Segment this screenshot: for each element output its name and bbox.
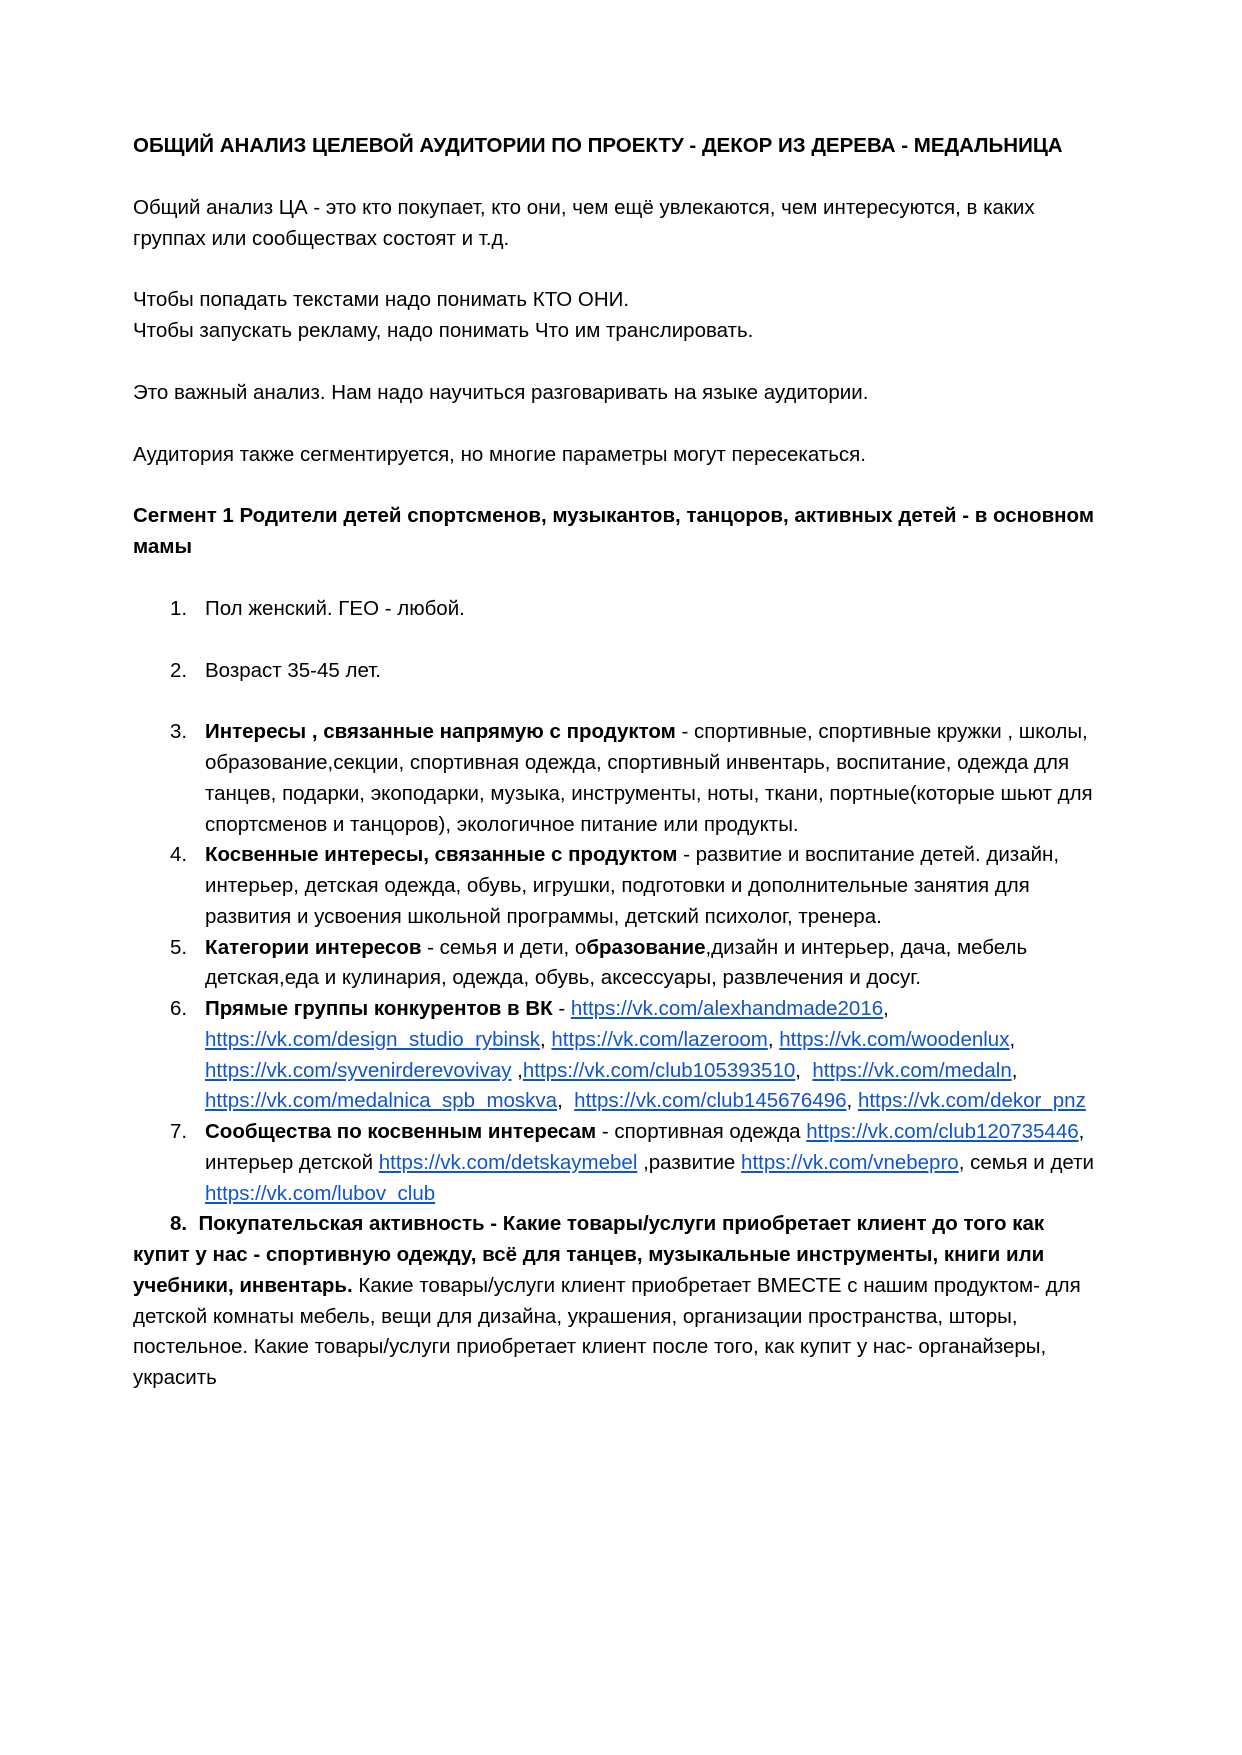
intro-paragraph-3: Это важный анализ. Нам надо научиться разговаривать на языке аудитории. [133, 380, 869, 404]
list-item-3-body: - спортивные, спортивные кружки , школы, образование,секции, спортивная одежда, спортивный инвентарь, воспитание, одежда для танцев, подарки, экоподарки, музыка, инструменты, ноты, ткани, портные(которые шьют для спортсменов и танцоров), экологичное питание или продукты. [205, 720, 1093, 836]
list-item-7-label: Сообщества по косвенным интересам [205, 1120, 597, 1143]
spacer [133, 162, 1094, 193]
spacer [133, 563, 1094, 594]
vk-link-medalnica-spb-moskva[interactable]: https://vk.com/medalnica_spb_moskva [205, 1089, 558, 1113]
list-item-3-label: Интересы , связанные напрямую с продуктом [205, 720, 676, 744]
list-item-6: Прямые группы конкурентов в ВК - https://vk.com/alexhandmade2016, https://vk.com/design_studio_rybinsk, https://vk.com/lazeroom, https://vk.com/woodenlux, https://vk.com/syvenirderevovivay ,https://vk.com/club105393510, https://vk.com/medaln, https://vk.com/medalnica_spb_moskva, https://vk.com/club145676496, https://vk.com/dekor_pnz [205, 997, 1086, 1113]
list-item-7-text-1: - спортивная одежда [596, 1120, 807, 1143]
list-item-7-text-4: , семья и дети [958, 1150, 1094, 1174]
list-item-8-number: 8. [170, 1212, 188, 1236]
intro-paragraph-2-line-1: Чтобы попадать текстами надо понимать КТО ОНИ. [133, 288, 630, 312]
vk-link-vnebepro[interactable]: https://vk.com/vnebepro [741, 1150, 959, 1174]
list-item-2-text: Возраст 35-45 лет. [205, 658, 382, 682]
list-item-8-bold-text: Покупательская активность - Какие товары/услуги приобретает клиент до того как купит у нас - спортивную одежду, всё для танцев, музыкальные инструменты, книги или учебники, инвентарь. [133, 1212, 1045, 1297]
list-item-2 [133, 656, 1094, 687]
vk-link-medaln[interactable]: https://vk.com/medaln [812, 1058, 1012, 1082]
list-item-4-body: - развитие и воспитание детей. дизайн, интерьер, детская одежда, обувь, игрушки, подготовки и дополнительные занятия для развития и усвоения школьной программы, детский психолог, тренера. [205, 843, 1060, 928]
vk-link-woodenlux[interactable]: https://vk.com/woodenlux [779, 1027, 1010, 1051]
list-item-7-text-3: ,развитие [637, 1150, 742, 1174]
segment-item-list [133, 594, 1094, 1394]
spacer [133, 254, 1094, 285]
segment-heading: Сегмент 1 Родители детей спортсменов, музыкантов, танцоров, активных детей - в основном мамы [133, 504, 1094, 558]
page-title: ОБЩИЙ АНАЛИЗ ЦЕЛЕВОЙ АУДИТОРИИ ПО ПРОЕКТУ - ДЕКОР ИЗ ДЕРЕВА - МЕДАЛЬНИЦА [133, 134, 1063, 157]
vk-link-lubov-club[interactable]: https://vk.com/lubov_club [205, 1181, 436, 1205]
vk-link-dekor-pnz[interactable]: https://vk.com/dekor_pnz [857, 1089, 1086, 1113]
list-item-5-body-b: ,дизайн и интерьер, дача, мебель детская,еда и кулинария, одежда, обувь, аксессуары, развлечения и досуг. [205, 935, 1028, 990]
list-item-5 [133, 933, 1094, 995]
vk-link-design-studio-rybinsk[interactable]: https://vk.com/design_studio_rybinsk [205, 1027, 540, 1051]
list-item-7 [133, 1117, 1094, 1209]
list-item-1 [133, 594, 1094, 625]
spacer [133, 470, 1094, 501]
vk-link-alexhandmade2016[interactable]: https://vk.com/alexhandmade2016 [570, 997, 884, 1020]
list-item-1-text: Пол женский. ГЕО - любой. [205, 596, 465, 620]
list-item-8-rest-text: Какие товары/услуги клиент приобретает ВМЕСТЕ с нашим продуктом- для детской комнаты мебель, вещи для дизайна, украшения, организации пространства, шторы, постельное. Какие товары/услуги приобретает клиент после того, как купит у нас- органайзеры, украсить [133, 1273, 1081, 1389]
vk-link-club105393510[interactable]: https://vk.com/club105393510 [522, 1058, 796, 1082]
list-item-4 [133, 840, 1094, 932]
list-item-5-label: Категории интересов [205, 935, 422, 959]
intro-paragraph-2-line-2: Чтобы запускать рекламу, надо понимать Что им транслировать. [133, 319, 754, 342]
spacer [133, 409, 1094, 440]
list-item-8-content [133, 1209, 1094, 1394]
vk-link-club145676496[interactable]: https://vk.com/club145676496 [574, 1089, 847, 1113]
list-item-7-text-2: , интерьер детской [205, 1120, 1085, 1174]
list-item-6-label: Прямые группы конкурентов в ВК [205, 997, 553, 1020]
list-item-6-dash: - [552, 997, 571, 1020]
spacer [133, 347, 1094, 378]
list-item-3 [133, 717, 1094, 840]
vk-link-syvenirderevovivay[interactable]: https://vk.com/syvenirderevovivay [205, 1058, 512, 1082]
vk-link-lazeroom[interactable]: https://vk.com/lazeroom [551, 1027, 768, 1051]
list-item-5-bold-mid: бразование [586, 935, 706, 959]
intro-paragraph-4: Аудитория также сегментируется, но многие параметры могут пересекаться. [133, 442, 866, 466]
vk-link-detskaymebel[interactable]: https://vk.com/detskaymebel [378, 1150, 638, 1174]
list-item-4-label: Косвенные интересы, связанные с продуктом [205, 843, 678, 867]
intro-paragraph-1: Общий анализ ЦА - это кто покупает, кто они, чем ещё увлекаются, чем интересуются, в каких группах или сообществах состоят и т.д. [133, 195, 1035, 250]
vk-link-club120735446[interactable]: https://vk.com/club120735446 [806, 1120, 1079, 1143]
list-item-5-body-a: - семья и дети, о [421, 935, 587, 959]
list-item-8 [133, 1209, 1094, 1394]
